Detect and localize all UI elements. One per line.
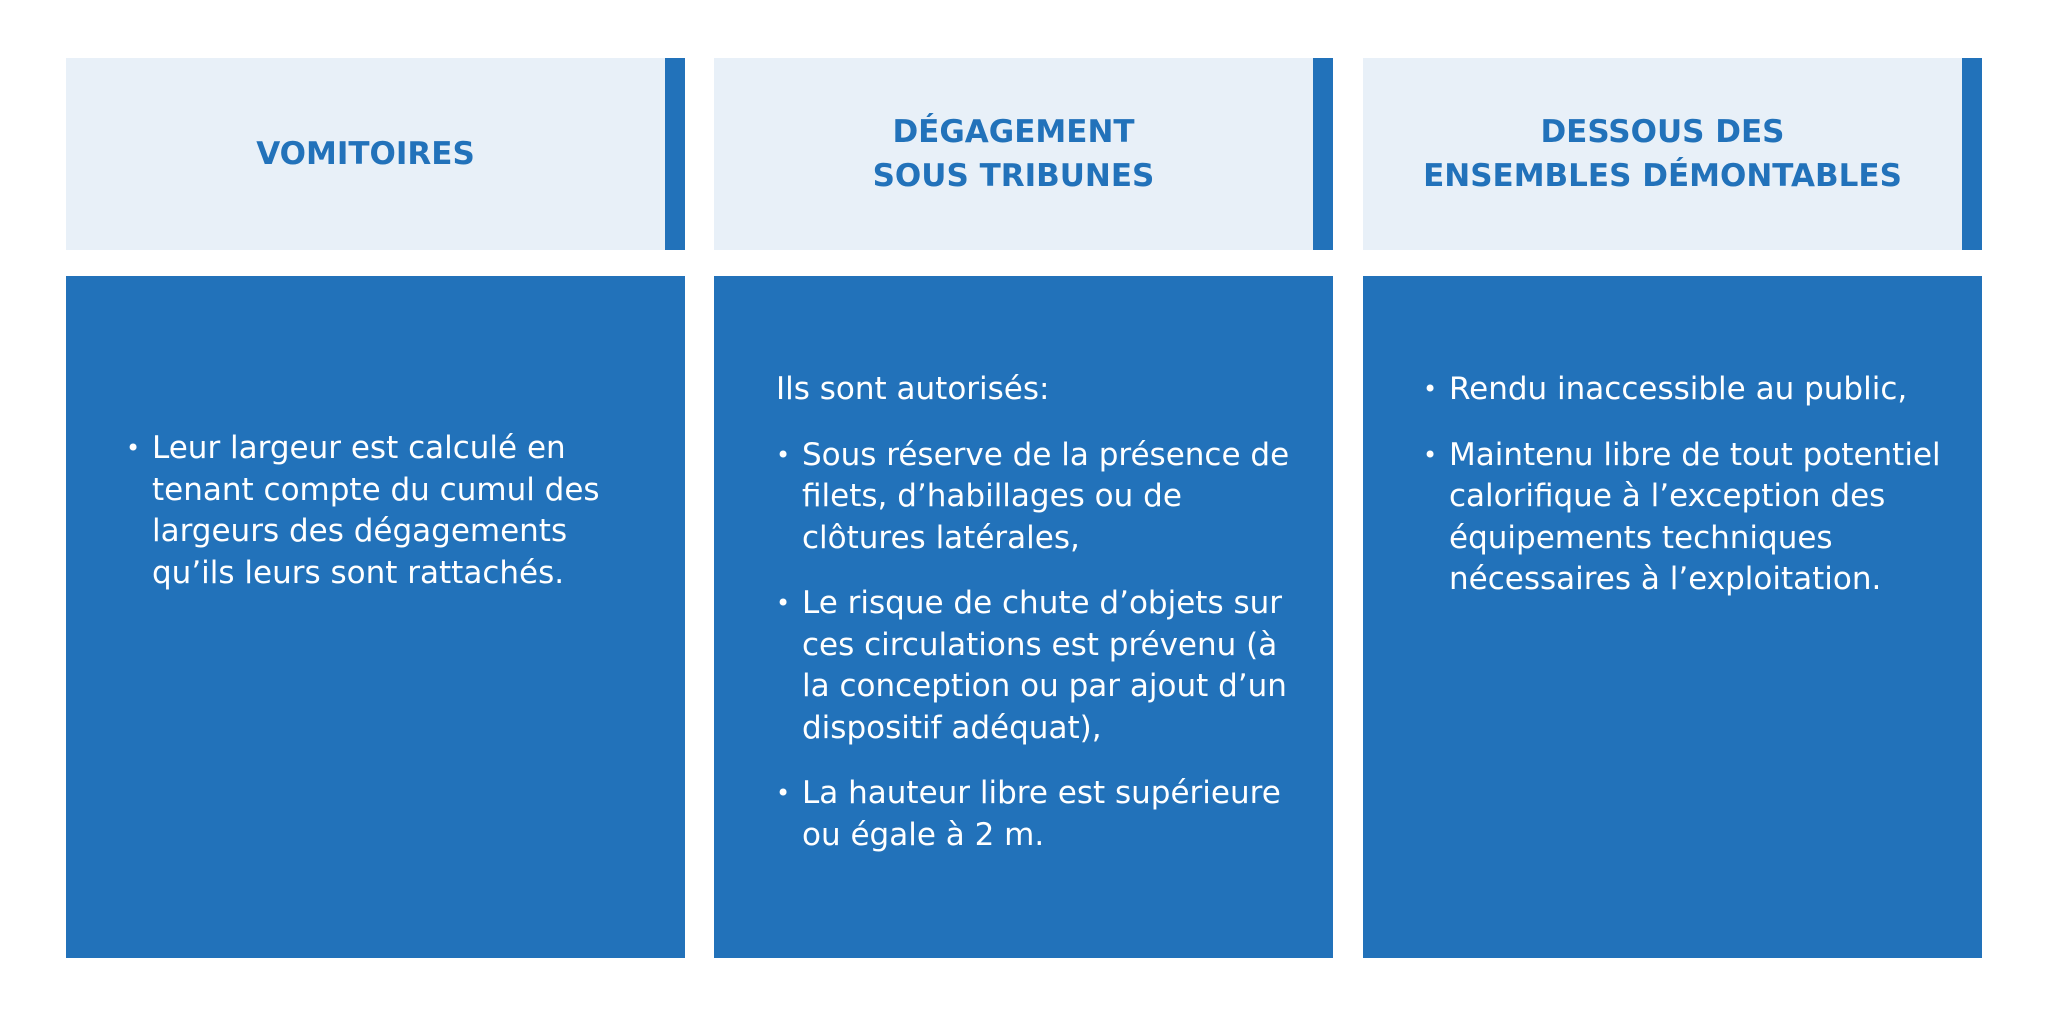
column-title-line: VOMITOIRES — [256, 136, 475, 172]
bullet-item: • La hauteur libre est supérieure ou égale à 2 m. — [776, 773, 1296, 856]
bullet-item: • Sous réserve de la présence de filets, d’habillages ou de clôtures latérales, — [776, 435, 1296, 560]
column-header — [714, 58, 1333, 250]
column-header — [66, 58, 685, 250]
column-title-line: DESSOUS DES — [1540, 114, 1785, 150]
bullet-list — [776, 435, 1296, 857]
column-header — [1363, 58, 1982, 250]
column-content — [126, 428, 626, 594]
column-title-line: DÉGAGEMENT — [892, 114, 1135, 150]
header-accent-bar — [665, 58, 685, 250]
column-title-line: ENSEMBLES DÉMONTABLES — [1423, 158, 1902, 194]
column-title — [873, 110, 1155, 198]
bullet-item: • Leur largeur est calculé en tenant compte du cumul des largeurs des dégagements qu’ils leurs sont rattachés. — [126, 428, 626, 594]
column-body — [714, 276, 1333, 958]
intro-text: Ils sont autorisés: — [776, 371, 1050, 407]
column-title — [256, 132, 475, 176]
bullet-list — [1423, 369, 1963, 601]
column-body — [66, 276, 685, 958]
column-body — [1363, 276, 1982, 958]
column-content — [1423, 369, 1963, 601]
bullet-item: • Le risque de chute d’objets sur ces circulations est prévenu (à la conception ou par ajout d’un dispositif adéquat), — [776, 583, 1296, 749]
column-content — [776, 369, 1296, 856]
bullet-item: • Rendu inaccessible au public, — [1423, 369, 1963, 411]
bullet-list — [126, 428, 626, 594]
header-accent-bar — [1962, 58, 1982, 250]
bullet-item: • Maintenu libre de tout potentiel calorifique à l’exception des équipements techniques nécessaires à l’exploitation. — [1423, 435, 1963, 601]
column-title — [1423, 110, 1902, 198]
header-accent-bar — [1313, 58, 1333, 250]
column-title-line: SOUS TRIBUNES — [872, 158, 1155, 194]
